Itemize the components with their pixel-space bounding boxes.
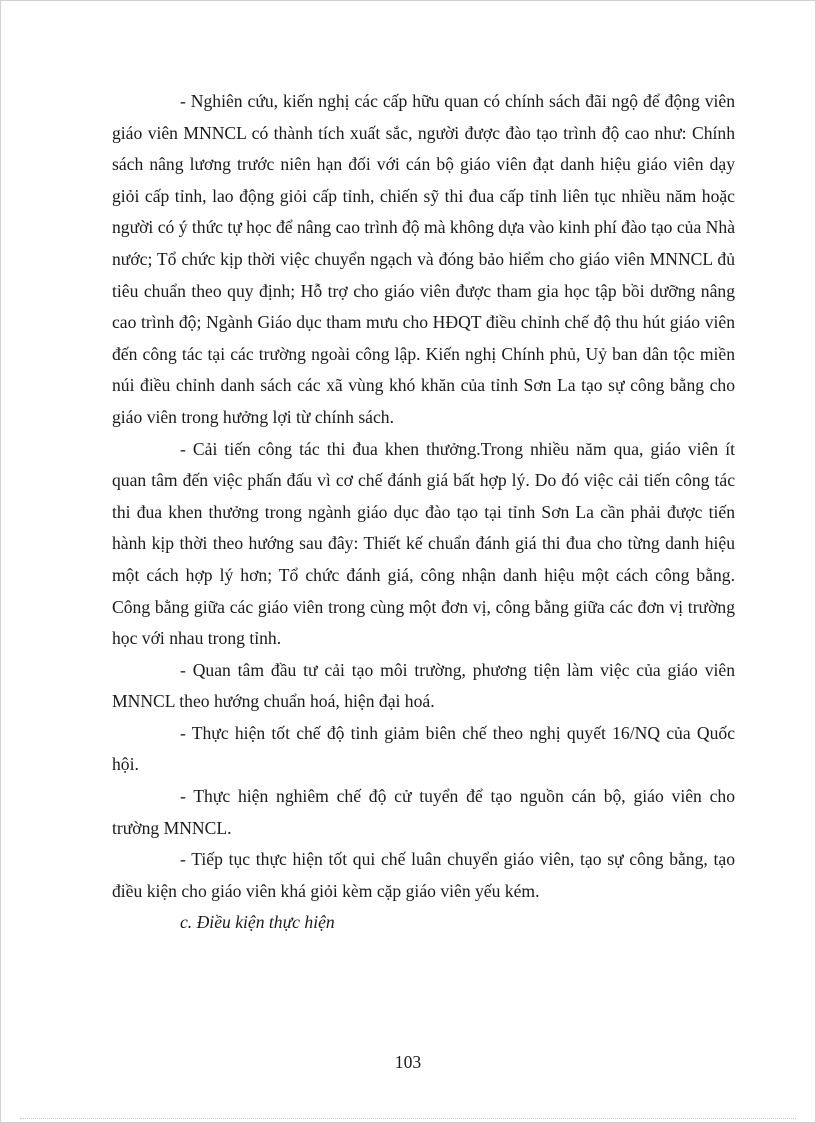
paragraph-work-environment: - Quan tâm đầu tư cải tạo môi trường, phương tiện làm việc của giáo viên MNNCL theo hướng chuẩn hoá, hiện đại hoá. (112, 659, 735, 712)
paragraph-staff-reduction: - Thực hiện tốt chế độ tinh giảm biên chế theo nghị quyết 16/NQ của Quốc hội. (112, 722, 735, 775)
bottom-divider (20, 1118, 796, 1119)
document-body (112, 86, 735, 939)
paragraph-policy-recommendations: - Nghiên cứu, kiến nghị các cấp hữu quan có chính sách đãi ngộ để động viên giáo viên MNNCL có thành tích xuất sắc, người được đào tạo trình độ cao như: Chính sách nâng lương trước niên hạn đối với cán bộ giáo viên đạt danh hiệu giáo viên dạy giỏi cấp tỉnh, lao động giỏi cấp tỉnh, chiến sỹ thi đua cấp tỉnh liên tục nhiều năm hoặc người có ý thức tự học để nâng cao trình độ mà không dựa vào kinh phí đào tạo của Nhà nước; Tổ chức kịp thời việc chuyển ngạch và đóng bảo hiểm cho giáo viên MNNCL đủ tiêu chuẩn theo quy định; Hỗ trợ cho giáo viên được tham gia học tập bồi dưỡng nâng cao trình độ; Ngành Giáo dục tham mưu cho HĐQT điều chỉnh chế độ thu hút giáo viên đến công tác tại các trường ngoài công lập. Kiến nghị Chính phủ, Uỷ ban dân tộc miền núi điều chỉnh danh sách các xã vùng khó khăn của tỉnh Sơn La tạo sự công bằng cho giáo viên trong hưởng lợi từ chính sách. (112, 91, 735, 427)
section-heading: c. Điều kiện thực hiện (180, 912, 335, 933)
paragraph-emulation-reform: - Cải tiến công tác thi đua khen thưởng.Trong nhiều năm qua, giáo viên ít quan tâm đến việc phấn đấu vì cơ chế đánh giá bất hợp lý. Do đó việc cải tiến công tác thi đua khen thưởng trong ngành giáo dục đào tạo tại tỉnh Sơn La cần phải được tiến hành kịp thời theo hướng sau đây: Thiết kế chuẩn đánh giá thi đua cho từng danh hiệu một cách hợp lý hơn; Tổ chức đánh giá, công nhận danh hiệu một cách công bằng. Công bằng giữa các giáo viên trong cùng một đơn vị, công bằng giữa các đơn vị trường học với nhau trong tỉnh. (112, 438, 735, 649)
paragraph-nomination-regime: - Thực hiện nghiêm chế độ cử tuyển để tạo nguồn cán bộ, giáo viên cho trường MNNCL. (112, 786, 735, 838)
paragraph-teacher-rotation: - Tiếp tục thực hiện tốt qui chế luân chuyển giáo viên, tạo sự công bằng, tạo điều kiện cho giáo viên khá giỏi kèm cặp giáo viên yếu kém. (112, 849, 735, 901)
page-number: 103 (394, 1052, 422, 1072)
